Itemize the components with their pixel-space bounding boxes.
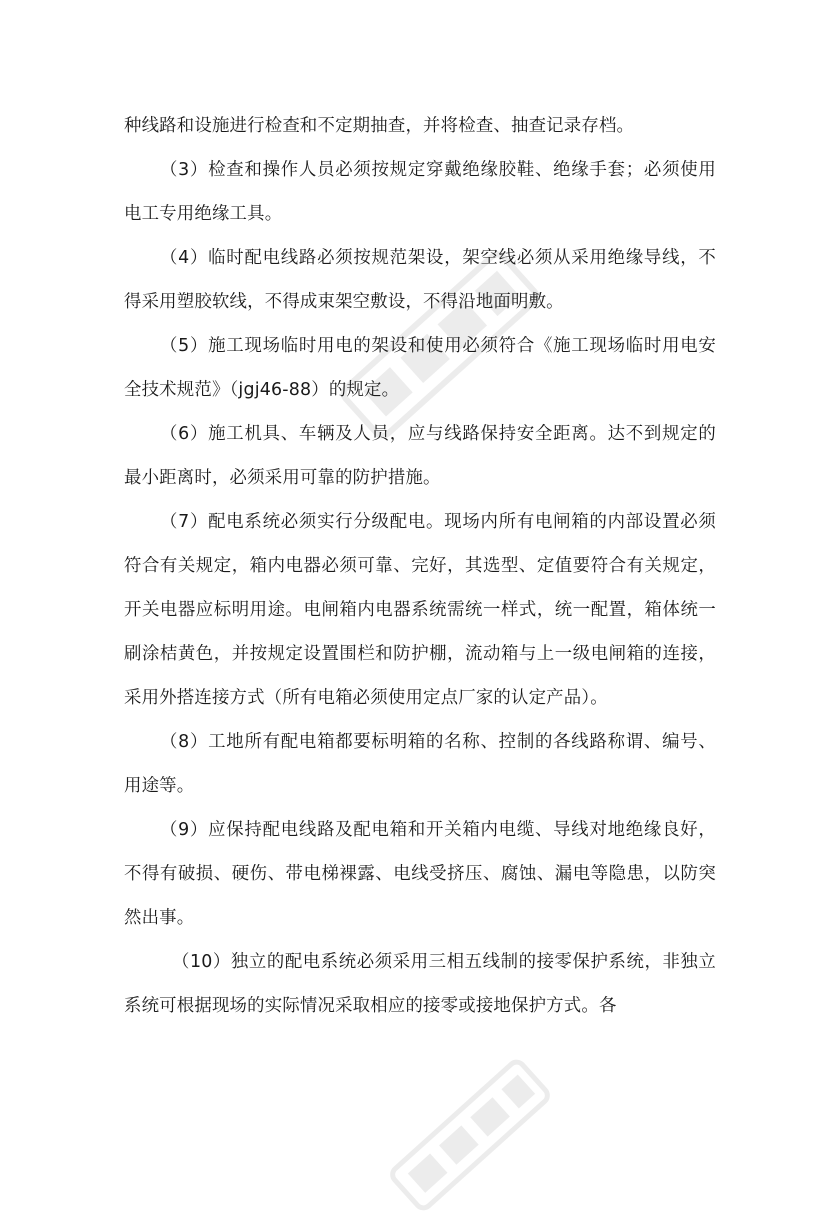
paragraph-item-3: （3）检查和操作人员必须按规定穿戴绝缘胶鞋、绝缘手套；必须使用电工专用绝缘工具。 [124, 160, 716, 224]
paragraph-item-9: （9）应保持配电线路及配电箱和开关箱内电缆、导线对地绝缘良好，不得有破损、硬伤、带电梯裸露、电线受挤压、腐蚀、漏电等隐患，以防突然出事。 [124, 820, 716, 928]
paragraph-continued: 种线路和设施进行检查和不定期抽查，并将检查、抽查记录存档。 [124, 116, 635, 136]
document-body [124, 104, 716, 1028]
paragraph-item-10: （10）独立的配电系统必须采用三相五线制的接零保护系统，非独立系统可根据现场的实际情况采取相应的接零或接地保护方式。各 [124, 952, 716, 1016]
paragraph-item-6: （6）施工机具、车辆及人员，应与线路保持安全距离。达不到规定的最小距离时，必须采用可靠的防护措施。 [124, 424, 716, 488]
paragraph-item-7: （7）配电系统必须实行分级配电。现场内所有电闸箱的内部设置必须符合有关规定，箱内电器必须可靠、完好，其选型、定值要符合有关规定，开关电器应标明用途。电闸箱内电器系统需统一样式，统一配置，箱体统一刷涂桔黄色，并按规定设置围栏和防护棚，流动箱与上一级电闸箱的连接，采用外搭连接方式（所有电箱必须使用定点厂家的认定产品）。 [124, 512, 716, 708]
paragraph-item-4: （4）临时配电线路必须按规范架设，架空线必须从采用绝缘导线，不得采用塑胶软线，不得成束架空敷设，不得沿地面明敷。 [124, 248, 716, 312]
paragraph-item-8: （8）工地所有配电箱都要标明箱的名称、控制的各线路称谓、编号、用途等。 [124, 732, 716, 796]
paragraph-item-5: （5）施工现场临时用电的架设和使用必须符合《施工现场临时用电安全技术规范》（jgj46-88）的规定。 [124, 336, 716, 400]
watermark-logo-icon-bottom [380, 1049, 561, 1221]
